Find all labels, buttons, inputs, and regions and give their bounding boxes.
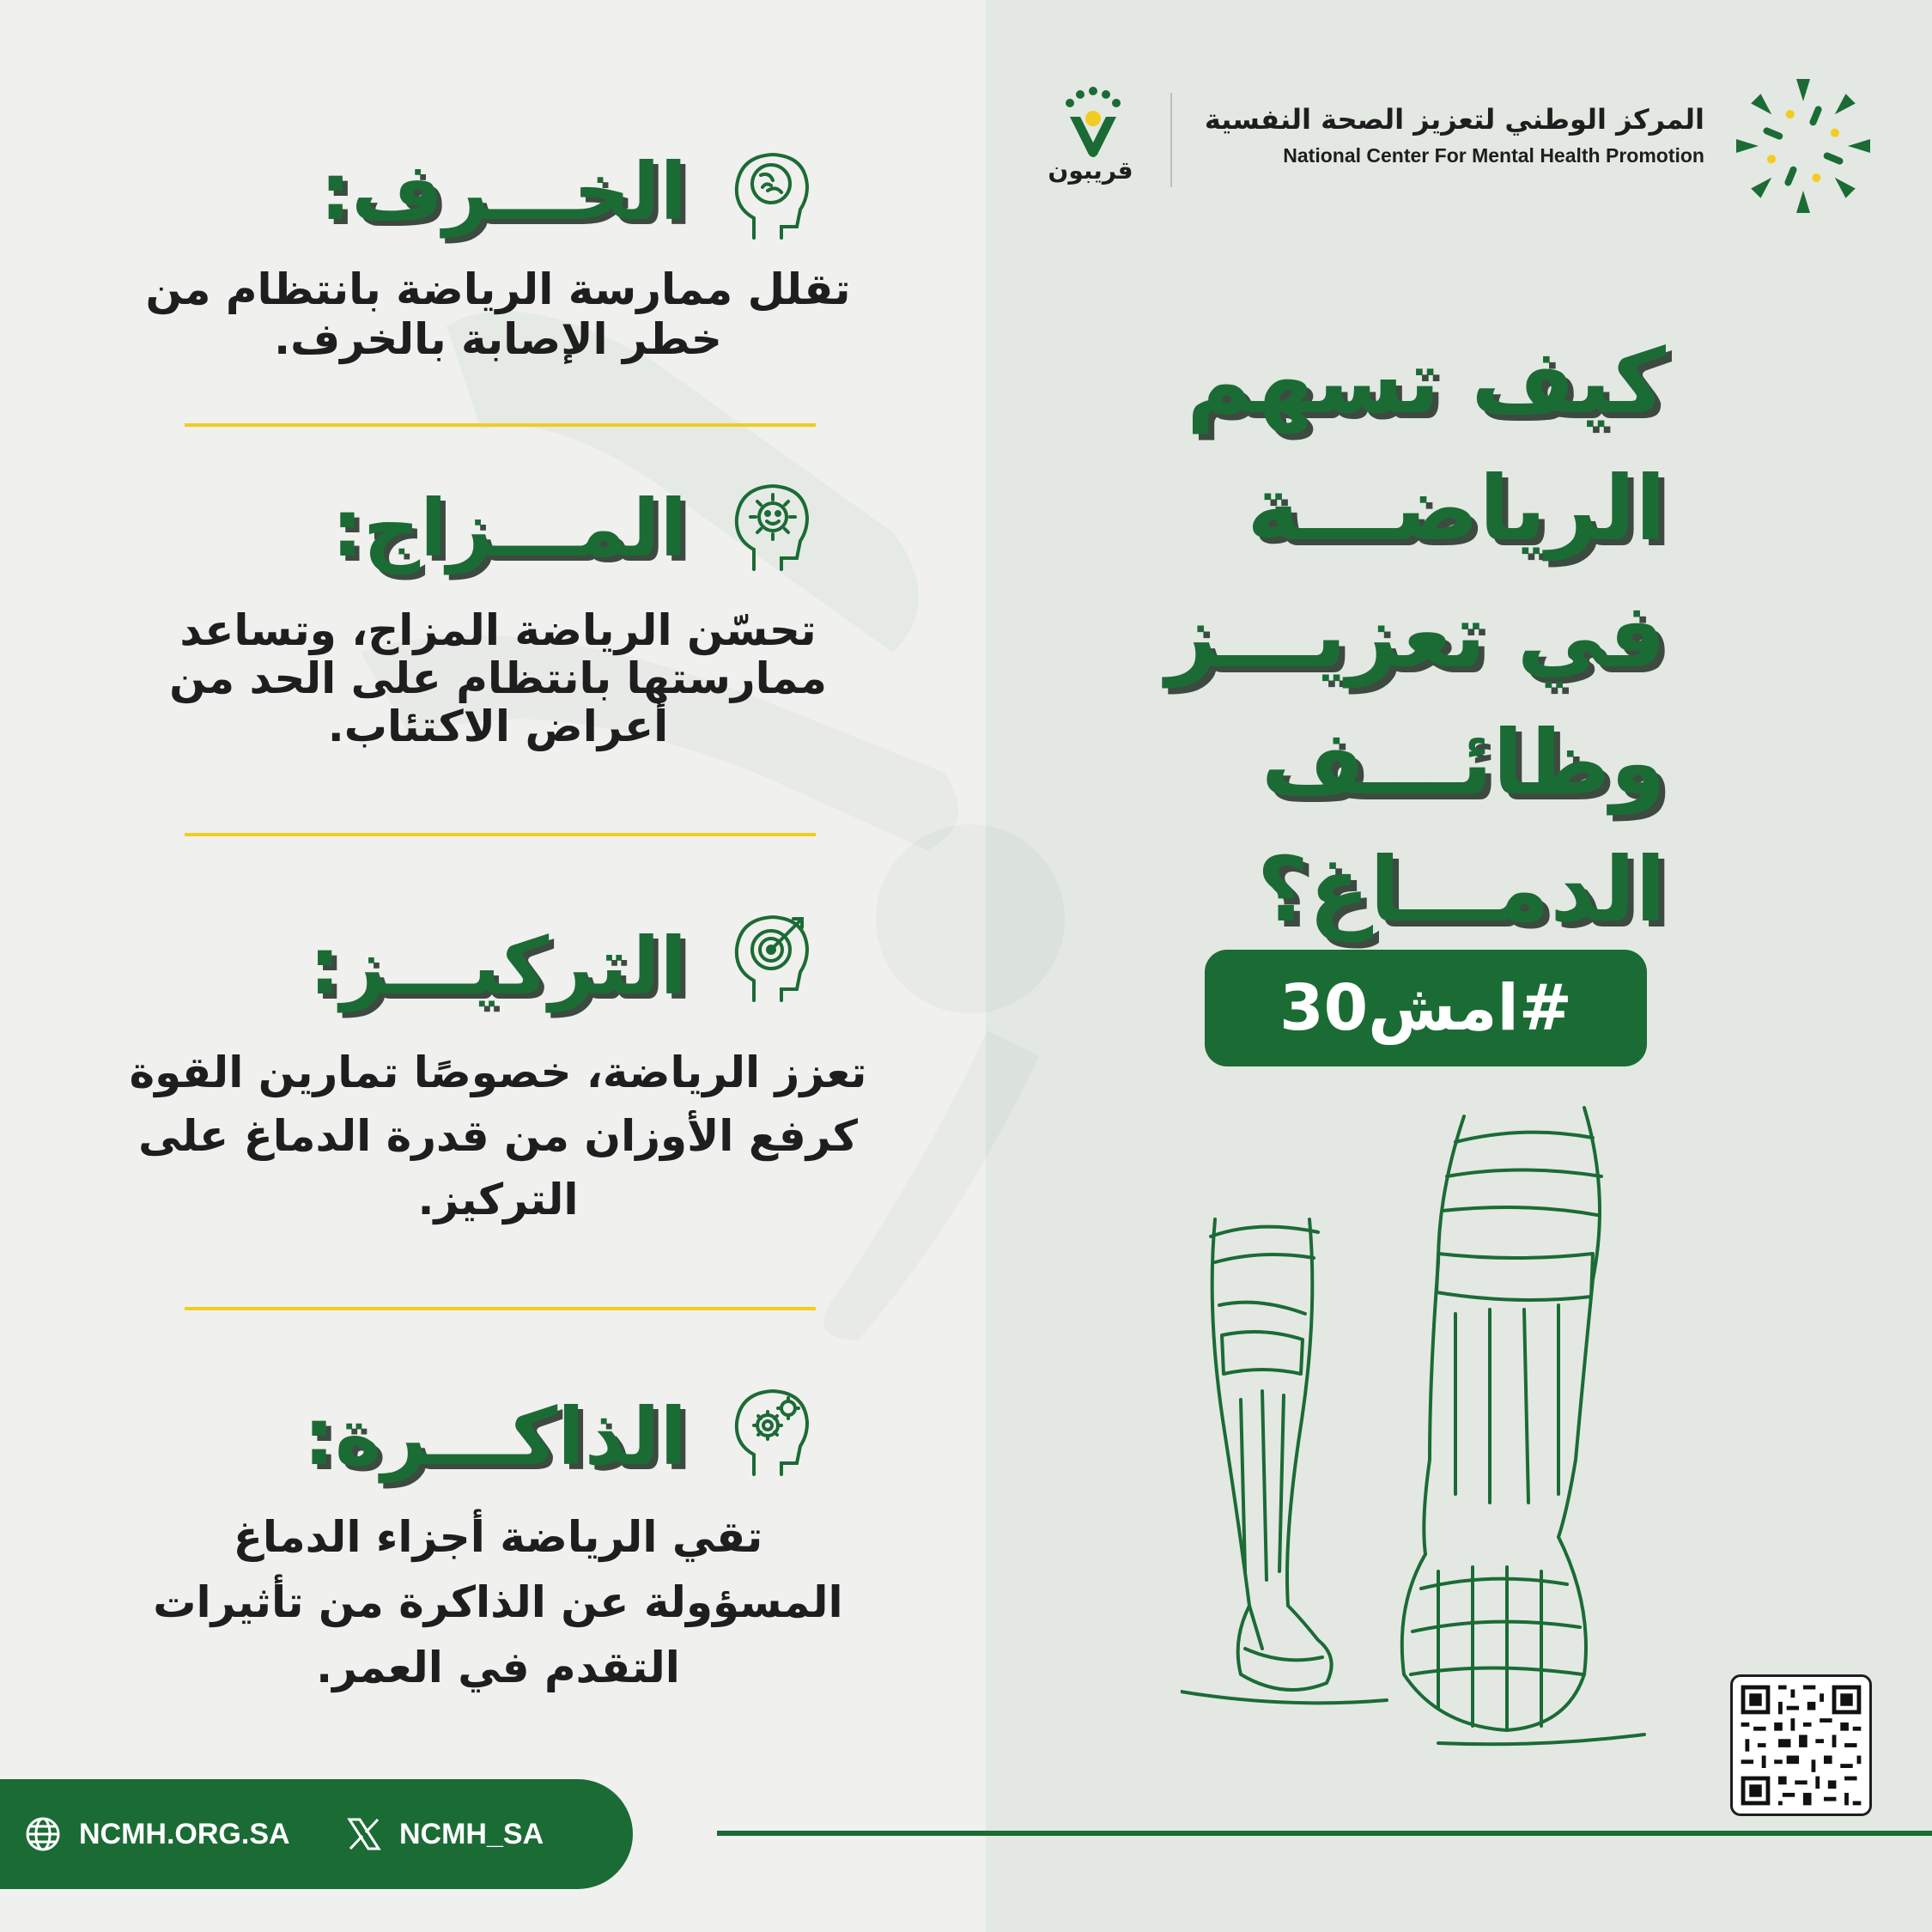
- section-title-memory: الذاكـــرة:: [303, 1391, 687, 1483]
- section-body-memory: [129, 1504, 867, 1700]
- hashtag-badge: #امش30: [1205, 950, 1647, 1066]
- smiling-head-icon: [728, 479, 814, 574]
- gear-head-icon: [728, 1384, 814, 1479]
- body-line: ممارستها بانتظام على الحد من: [169, 653, 827, 703]
- main-title: [1142, 318, 1666, 953]
- section-body-dementia: [129, 264, 867, 364]
- website-link[interactable]: [24, 1811, 290, 1857]
- brain-icon: [728, 148, 814, 242]
- body-line: تعزز الرياضة، خصوصًا تمارين القوة: [129, 1048, 867, 1097]
- footer-line: [717, 1831, 1932, 1836]
- partner-name: قريبون: [1048, 156, 1133, 185]
- running-legs-illustration: [1181, 1091, 1662, 1752]
- body-line: تقي الرياضة أجزاء الدماغ: [233, 1512, 763, 1562]
- body-line: تحسّن الرياضة المزاج، وتساعد: [179, 605, 817, 655]
- title-line: في تعزيـــز: [1165, 583, 1666, 688]
- logo-divider: [1170, 93, 1172, 187]
- body-line: خطر الإصابة بالخرف.: [274, 314, 722, 364]
- body-line: أعراض الاكتئاب.: [327, 702, 669, 751]
- section-title-mood: المـــزاج:: [331, 483, 687, 574]
- website-text: NCMH.ORG.SA: [79, 1817, 290, 1850]
- section-divider: [185, 423, 816, 427]
- x-logo-icon: [346, 1816, 382, 1852]
- title-line: كيف تسهم: [1186, 329, 1666, 434]
- title-line: وظائـــف: [1261, 710, 1666, 815]
- title-line: الدمـــاغ؟: [1256, 837, 1666, 942]
- target-head-icon: [728, 910, 814, 1005]
- section-title-focus: التركيـــز:: [308, 920, 687, 1012]
- ncmh-logo: [1726, 69, 1880, 223]
- globe-icon: [24, 1815, 62, 1853]
- title-line: الرياضـــة: [1247, 456, 1666, 561]
- body-line: تقلل ممارسة الرياضة بانتظام من: [145, 264, 851, 314]
- section-body-focus: [129, 1041, 867, 1231]
- section-divider: [185, 833, 816, 836]
- section-divider: [185, 1307, 816, 1310]
- org-name-english: National Center For Mental Health Promotion: [1283, 144, 1704, 167]
- body-line: كرفع الأوزان من قدرة الدماغ على: [138, 1111, 858, 1161]
- body-line: التقدم في العمر.: [316, 1643, 680, 1692]
- body-line: التركيز.: [417, 1175, 579, 1224]
- section-title-dementia: الخـــرف:: [319, 146, 687, 238]
- social-link[interactable]: [346, 1811, 544, 1857]
- section-body-mood: [129, 606, 867, 750]
- gariboun-logo: [1054, 82, 1132, 160]
- qr-code[interactable]: [1730, 1674, 1872, 1816]
- org-name-arabic: المركز الوطني لتعزيز الصحة النفسية: [1204, 103, 1704, 136]
- body-line: المسؤولة عن الذاكرة من تأثيرات: [153, 1577, 843, 1627]
- social-handle-text: NCMH_SA: [399, 1817, 544, 1850]
